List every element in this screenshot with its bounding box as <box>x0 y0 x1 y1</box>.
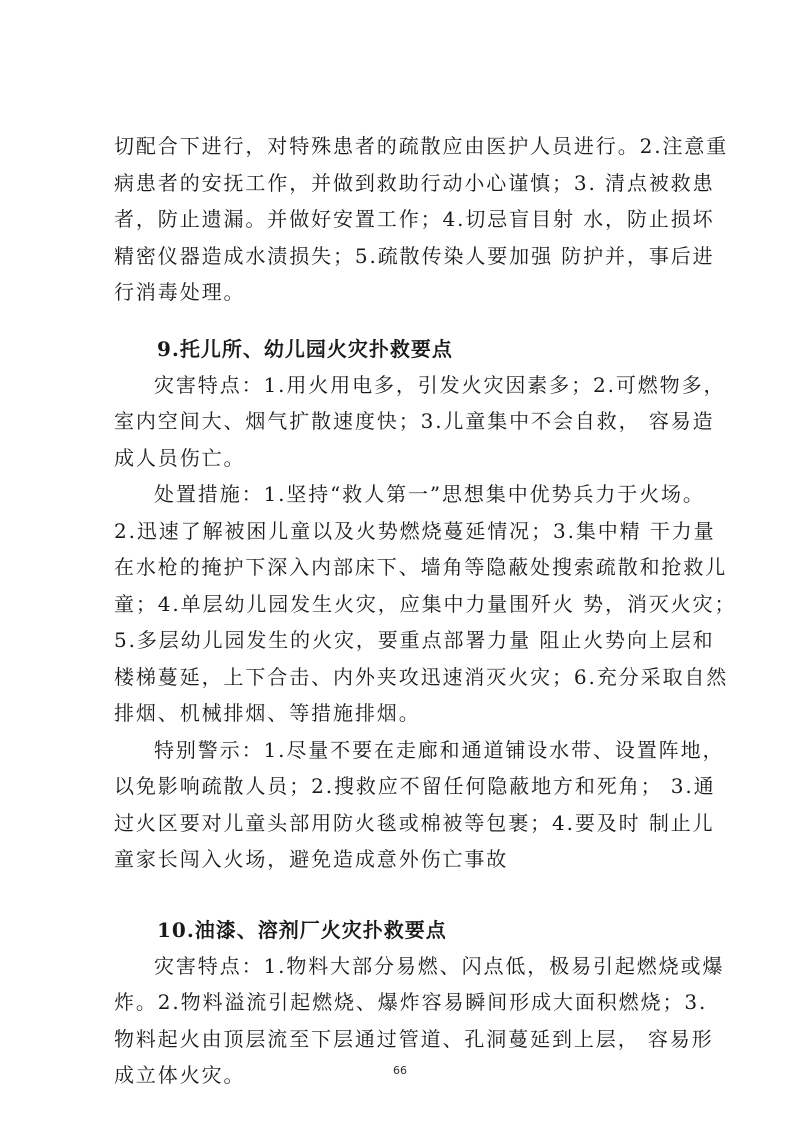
text-line: 处置措施：1.坚持“救人第一”思想集中优势兵力于火场。 <box>154 482 705 506</box>
text-line: 灾害特点：1.用火用电多，引发火灾因素多；2.可燃物多， <box>154 372 726 397</box>
text-line: 特别警示：1.尽量不要在走廊和通道铺设水带、设置阵地， <box>154 737 725 762</box>
text-line: 成人员伤亡。 <box>114 445 246 470</box>
text-line: 物料起火由顶层流至下层通过管道、孔洞蔓延到上层， 容易形 <box>114 1026 714 1051</box>
section-10-title: 10.油漆、溶剂厂火灾扑救要点 <box>157 917 447 942</box>
text-line: 过火区要对儿童头部用防火毯或棉被等包裹；4.要及时 制止儿 <box>114 810 715 835</box>
section-9 <box>114 331 737 878</box>
text-line: 炸。2.物料溢流引起燃烧、爆炸容易瞬间形成大面积燃烧；3. <box>114 990 708 1014</box>
text-line: 2.迅速了解被困儿童以及火势燃烧蔓延情况；3.集中精 干力量 <box>114 518 716 543</box>
text-line: 病患者的安抚工作，并做到救助行动小心谨慎；3. 清点被救患 <box>114 170 715 195</box>
text-line: 切配合下进行，对特殊患者的疏散应由医护人员进行。2.注意重 <box>114 134 729 158</box>
section-9-warnings <box>114 732 725 878</box>
text-line: 者，防止遗漏。并做好安置工作；4.切忌盲目射 水，防止损坏 <box>114 207 715 231</box>
text-line: 童家长闯入火场，避免造成意外伤亡事故 <box>114 847 509 871</box>
page-number: 66 <box>393 1064 407 1077</box>
continued-paragraph <box>114 128 729 311</box>
section-9-disaster-features <box>114 367 726 477</box>
text-line: 楼梯蔓延，上下合击、内外夹攻迅速消灭火灾；6.充分采取自然 <box>114 664 729 689</box>
text-line: 5.多层幼儿园发生的火灾，要重点部署力量 阻止火势向上层和 <box>114 628 715 652</box>
text-line: 行消毒处理。 <box>114 280 246 304</box>
text-line: 童；4.单层幼儿园发生火灾，应集中力量围歼火 势，消灭火灾； <box>114 591 737 616</box>
text-line: 成立体火灾。 <box>114 1063 246 1087</box>
document-page <box>114 128 737 1094</box>
text-line: 精密仪器造成水渍损失；5.疏散传染人要加强 防护并，事后进 <box>114 243 715 268</box>
text-line: 以免影响疏散人员；2.搜救应不留任何隐蔽地方和死角； 3.通 <box>114 774 716 798</box>
text-line: 在水枪的掩护下深入内部床下、墙角等隐蔽处搜索疏散和抢救儿 <box>114 555 728 579</box>
text-line: 排烟、机械排烟、等措施排烟。 <box>114 701 421 725</box>
text-line: 灾害特点：1.物料大部分易燃、闪点低，极易引起燃烧或爆 <box>154 953 725 978</box>
section-9-measures <box>114 476 737 732</box>
section-9-title: 9.托儿所、幼儿园火灾扑救要点 <box>157 336 453 361</box>
text-line: 室内空间大、烟气扩散速度快；3.儿童集中不会自救， 容易造 <box>114 409 715 433</box>
